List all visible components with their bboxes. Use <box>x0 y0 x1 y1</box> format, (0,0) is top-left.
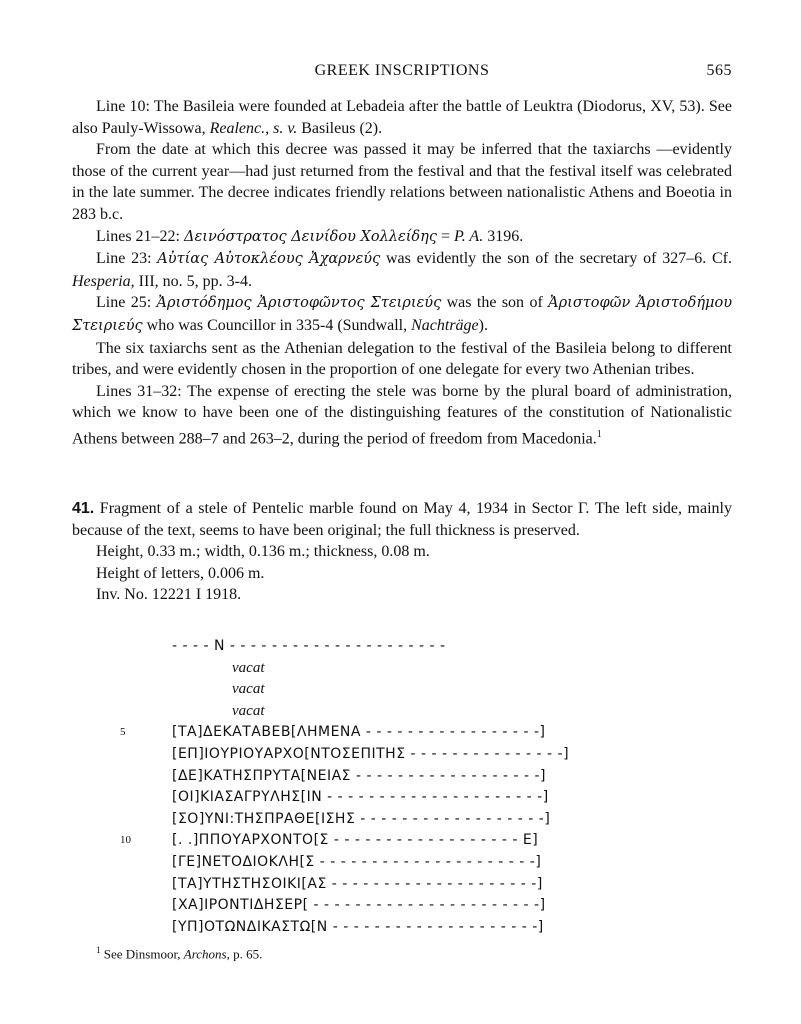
catalog-entry-41 <box>72 498 732 606</box>
inscription-line-text: [ΥΠ]ΟΤΩΝΔΙΚΑΣΤΩ[Ν - - - - - - - - - - - - - - - - - - - -] <box>172 918 544 935</box>
text-run: was the son of <box>441 294 549 312</box>
inscription-line-text: [ΤΑ]ΥΤΗΣΤΗΣΟΙΚΙ[ΑΣ - - - - - - - - - - - - - - - - - - - -] <box>172 875 543 892</box>
greek-name: Δεινόστρατος Δεινίδου Χολλείδης <box>184 228 437 245</box>
footnote-text: See Dinsmoor, <box>100 946 184 962</box>
inscription-line-text: [ΓΕ]ΝΕΤΟΔΙΟΚΛΗ[Σ - - - - - - - - - - - - - - - - - - - - -] <box>172 853 542 870</box>
inscription-line <box>120 636 660 658</box>
vacat-marker: vacat <box>232 702 265 719</box>
line-number: 5 <box>120 726 126 739</box>
text-run: Line 10: The Basileia were founded at Lebadeia after the battle of Leuktra (Diodorus, XV, 53). See also Pauly-Wissowa, <box>72 98 732 137</box>
italic-citation: Nachträge <box>411 316 479 334</box>
paragraph-p3 <box>72 226 732 249</box>
vacat-marker: vacat <box>232 659 265 676</box>
inscription-line-text: [ΔΕ]ΚΑΤΗΣΠΡΥΤΑ[ΝΕΙΑΣ - - - - - - - - - - - - - - - - - -] <box>172 767 547 784</box>
commentary-text <box>72 96 732 450</box>
italic-citation: Hesperia, <box>72 272 135 290</box>
text-run: 3196. <box>483 227 524 245</box>
footnote <box>96 945 262 962</box>
inscription-line-text: [ΕΠ]ΙΟΥΡΙΟΥΑΡΧΟ[ΝΤΟΣΕΠΙΤΗΣ - - - - - - - - - - - - - - -] <box>172 745 570 762</box>
text-run: Line 23: <box>96 250 158 268</box>
entry-letter-height: Height of letters, 0.006 m. <box>96 564 265 582</box>
inscription-line-text: - - - - N - - - - - - - - - - - - - - - - - - - - - <box>172 638 446 654</box>
paragraph-p7 <box>72 381 732 450</box>
greek-name: Ἀριστοφῶν Ἀριστοδήμου Στειριεύς <box>72 295 733 334</box>
footnote-title: Archons, <box>183 946 230 962</box>
text-run: Line 25: <box>96 294 157 312</box>
inscription-line-text: [ΤΑ]ΔΕΚΑΤΑΒΕΒ[ΛΗΜΕΝΑ - - - - - - - - - - - - - - - - -] <box>172 724 546 741</box>
text-run: Lines 21–22: <box>96 227 184 245</box>
inscription-line <box>120 787 660 809</box>
inscription-line-text: [ΧΑ]ΙΡΟΝΤΙΔΗΣΕΡ[ - - - - - - - - - - - - - - - - - - - - - -] <box>172 897 546 914</box>
text-run: ). <box>478 316 488 334</box>
running-head <box>72 62 732 86</box>
inscription-line-text: [ΟΙ]ΚΙΑΣΑΓΡΥΛΗΣ[ΙΝ - - - - - - - - - - - - - - - - - - - - -] <box>172 789 549 806</box>
inscription-line <box>120 917 660 939</box>
inscription-line <box>120 722 660 744</box>
entry-dimensions: Height, 0.33 m.; width, 0.136 m.; thickness, 0.08 m. <box>96 543 430 561</box>
inscription-line <box>120 809 660 831</box>
text-run: Lines 31–32: The expense of erecting the stele was borne by the plural board of administration, which we know to have been one of the distinguishing features of the constitution of Nationalistic Athens between 288–7 and 263–2, during the period of freedom from Macedonia. <box>72 382 732 448</box>
footnote-page: p. 65. <box>229 946 263 962</box>
inscription-line <box>120 744 660 766</box>
page-number: 565 <box>706 62 732 79</box>
inscription-line <box>120 701 660 723</box>
italic-citation: Realenc., s. v. <box>209 119 298 137</box>
paragraph-p4 <box>72 248 732 292</box>
line-number: 10 <box>120 834 131 847</box>
entry-intro: Fragment of a stele of Pentelic marble found on May 4, 1934 in Sector Γ. The left side, mainly because of the text, seems to have been original; the full thickness is preserved. <box>72 500 732 539</box>
paragraph-p1 <box>72 96 732 139</box>
inscription-line-text: [. .]ΠΠΟΥΑΡΧΟΝΤΟ[Σ - - - - - - - - - - - - - - - - - - Ε] <box>172 832 539 849</box>
running-title: GREEK INSCRIPTIONS <box>314 62 490 79</box>
inscription-line <box>120 658 660 680</box>
inscription-line <box>120 766 660 788</box>
entry-number: 41. <box>72 500 95 517</box>
paragraph-p6 <box>72 338 732 381</box>
text-run: was evidently the son of the secretary of 327–6. Cf. <box>380 250 732 268</box>
greek-name: Ἀριστόδημος Ἀριστοφῶντος Στειριεύς <box>156 295 442 312</box>
text-run: III, no. 5, pp. 3-4. <box>134 272 252 290</box>
text-run: Basileus (2). <box>297 119 383 137</box>
entry-inventory: Inv. No. 12221 I 1918. <box>96 586 242 604</box>
vacat-marker: vacat <box>232 681 265 698</box>
text-run: 1 <box>596 428 602 440</box>
paragraph-p5 <box>72 292 732 337</box>
inscription-line <box>120 679 660 701</box>
inscription-line <box>120 895 660 917</box>
inscription-line <box>120 830 660 852</box>
paragraph-p2 <box>72 139 732 225</box>
text-run: From the date at which this decree was passed it may be inferred that the taxiarchs —evidently those of the current year—had just returned from the festival and that the festival itself was celebrated in the late summer. The decree indicates friendly relations between nationalistic Athens and Boeotia in 283 b.c. <box>72 141 732 223</box>
italic-citation: P. A. <box>454 227 484 245</box>
text-run: who was Councillor in 335-4 (Sundwall, <box>142 316 412 334</box>
inscription-line <box>120 874 660 896</box>
greek-name: Αὐτίας Αὐτοκλέους Ἀχαρνεύς <box>157 251 381 268</box>
inscription-line <box>120 852 660 874</box>
footnote-mark: 1 <box>96 945 101 955</box>
inscription-line-text: [ΣΟ]ΥΝΙ:ΤΗΣΠΡΑΘΕ[ΙΣΗΣ - - - - - - - - - - - - - - - - - -] <box>172 810 551 827</box>
inscription-text <box>120 636 660 938</box>
text-run: The six taxiarchs sent as the Athenian delegation to the festival of the Basileia belong to different tribes, and were evidently chosen in the proportion of one delegate for every two Athenian tribes. <box>72 339 732 379</box>
text-run: = <box>436 227 454 245</box>
entry-description <box>72 498 732 541</box>
